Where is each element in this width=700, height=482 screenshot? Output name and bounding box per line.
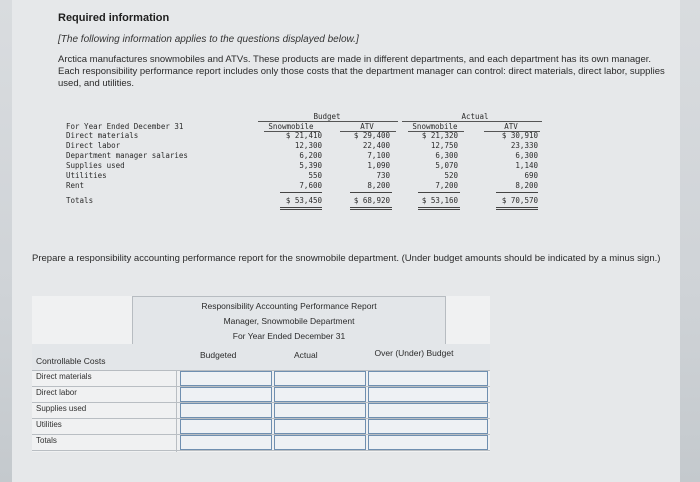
col-actual-snowmobile: Snowmobile	[412, 122, 458, 131]
report-row-direct-materials	[32, 370, 490, 387]
row-label: Totals	[66, 196, 94, 205]
report-subtitle: Manager, Snowmobile Department	[223, 316, 355, 326]
report-row-direct-labor	[32, 386, 490, 403]
row-label: Direct labor	[66, 141, 121, 150]
row-label: Totals	[36, 436, 57, 445]
cell: 5,390	[299, 161, 322, 170]
row-label: Utilities	[36, 420, 62, 429]
performance-report-form	[32, 296, 490, 452]
worksheet-page	[12, 0, 680, 482]
report-column-headers	[32, 344, 490, 371]
cell: 12,750	[430, 141, 458, 150]
over-under-input[interactable]	[368, 371, 488, 386]
cell: $ 21,410	[285, 131, 322, 140]
table-row	[58, 161, 548, 171]
report-row-utilities	[32, 418, 490, 435]
cell: $ 70,570	[501, 196, 538, 205]
actual-total-input[interactable]	[274, 435, 366, 450]
subtotal-rule	[418, 192, 460, 193]
period-label: For Year Ended December 31	[66, 122, 184, 131]
cell: 6,300	[515, 151, 538, 160]
cell: 5,070	[435, 161, 458, 170]
col-over-under-budget: Over (Under) Budget	[374, 348, 454, 358]
table-row	[58, 181, 548, 191]
report-period: For Year Ended December 31	[232, 331, 346, 341]
cell: 6,300	[435, 151, 458, 160]
cell: $ 68,920	[353, 196, 390, 205]
instructions-note: [The following information applies to the questions displayed below.]	[58, 34, 359, 45]
cell: $ 29,400	[353, 131, 390, 140]
report-header	[132, 296, 446, 346]
report-title: Responsibility Accounting Performance Report	[201, 301, 377, 311]
subtotal-rule	[280, 192, 322, 193]
required-information-title: Required information	[58, 12, 170, 24]
total-rule	[350, 207, 392, 210]
col-budget-snowmobile: Snowmobile	[268, 122, 314, 131]
over-under-input[interactable]	[368, 419, 488, 434]
row-label: Utilities	[66, 171, 107, 180]
cell: $ 53,160	[421, 196, 458, 205]
budgeted-total-input[interactable]	[180, 435, 272, 450]
actual-group-label: Actual	[461, 112, 489, 121]
cell: 690	[524, 171, 538, 180]
cell: 12,300	[294, 141, 322, 150]
cell: 8,200	[515, 181, 538, 190]
subtotal-rule	[496, 192, 538, 193]
cell: 23,330	[510, 141, 538, 150]
actual-input[interactable]	[274, 387, 366, 402]
row-label: Direct materials	[66, 131, 139, 140]
row-label: Rent	[66, 181, 85, 190]
budget-actual-table	[58, 112, 548, 214]
col-budget-atv: ATV	[360, 122, 374, 131]
totals-row	[58, 196, 548, 206]
task-instruction: Prepare a responsibility accounting performance report for the snowmobile department. (Under budget amounts should be indicated by a minus sign.)	[32, 253, 661, 264]
cell: 6,200	[299, 151, 322, 160]
budget-group-label: Budget	[313, 112, 341, 121]
actual-input[interactable]	[274, 419, 366, 434]
cell: 550	[308, 171, 322, 180]
over-under-input[interactable]	[368, 403, 488, 418]
row-label: Supplies used	[66, 161, 125, 170]
over-under-input[interactable]	[368, 387, 488, 402]
row-label: Department manager salaries	[66, 151, 188, 160]
row-label: Supplies used	[36, 404, 87, 413]
col-actual: Actual	[294, 350, 318, 360]
budgeted-input[interactable]	[180, 371, 272, 386]
over-under-total-input[interactable]	[368, 435, 488, 450]
cell: 1,090	[367, 161, 390, 170]
cell: 22,400	[362, 141, 390, 150]
report-row-totals	[32, 434, 490, 451]
actual-input[interactable]	[274, 403, 366, 418]
actual-input[interactable]	[274, 371, 366, 386]
total-rule	[496, 207, 538, 210]
cell: 7,200	[435, 181, 458, 190]
cell: 730	[376, 171, 390, 180]
cell: $ 53,450	[285, 196, 322, 205]
cell: $ 30,910	[501, 131, 538, 140]
cell: $ 21,320	[421, 131, 458, 140]
col-actual-atv: ATV	[504, 122, 518, 131]
table-row	[58, 171, 548, 181]
report-row-supplies-used	[32, 402, 490, 419]
table-row	[58, 131, 548, 141]
row-label: Direct materials	[36, 372, 92, 381]
budgeted-input[interactable]	[180, 403, 272, 418]
cell: 7,100	[367, 151, 390, 160]
cell: 8,200	[367, 181, 390, 190]
intro-paragraph: Arctica manufactures snowmobiles and ATVs. These products are made in different departments, and each department has its own manager. Each responsibility performance report includes only those costs that the department manager can control: direct materials, direct labor, supplies used, and utilities.	[58, 54, 665, 89]
budgeted-input[interactable]	[180, 419, 272, 434]
total-rule	[418, 207, 460, 210]
col-controllable-costs: Controllable Costs	[36, 356, 106, 366]
budgeted-input[interactable]	[180, 387, 272, 402]
col-budgeted: Budgeted	[200, 350, 237, 360]
cell: 520	[444, 171, 458, 180]
total-rule	[280, 207, 322, 210]
cell: 7,600	[299, 181, 322, 190]
subtotal-rule	[350, 192, 392, 193]
table-row	[58, 141, 548, 151]
table-row	[58, 151, 548, 161]
cell: 1,140	[515, 161, 538, 170]
row-label: Direct labor	[36, 388, 77, 397]
